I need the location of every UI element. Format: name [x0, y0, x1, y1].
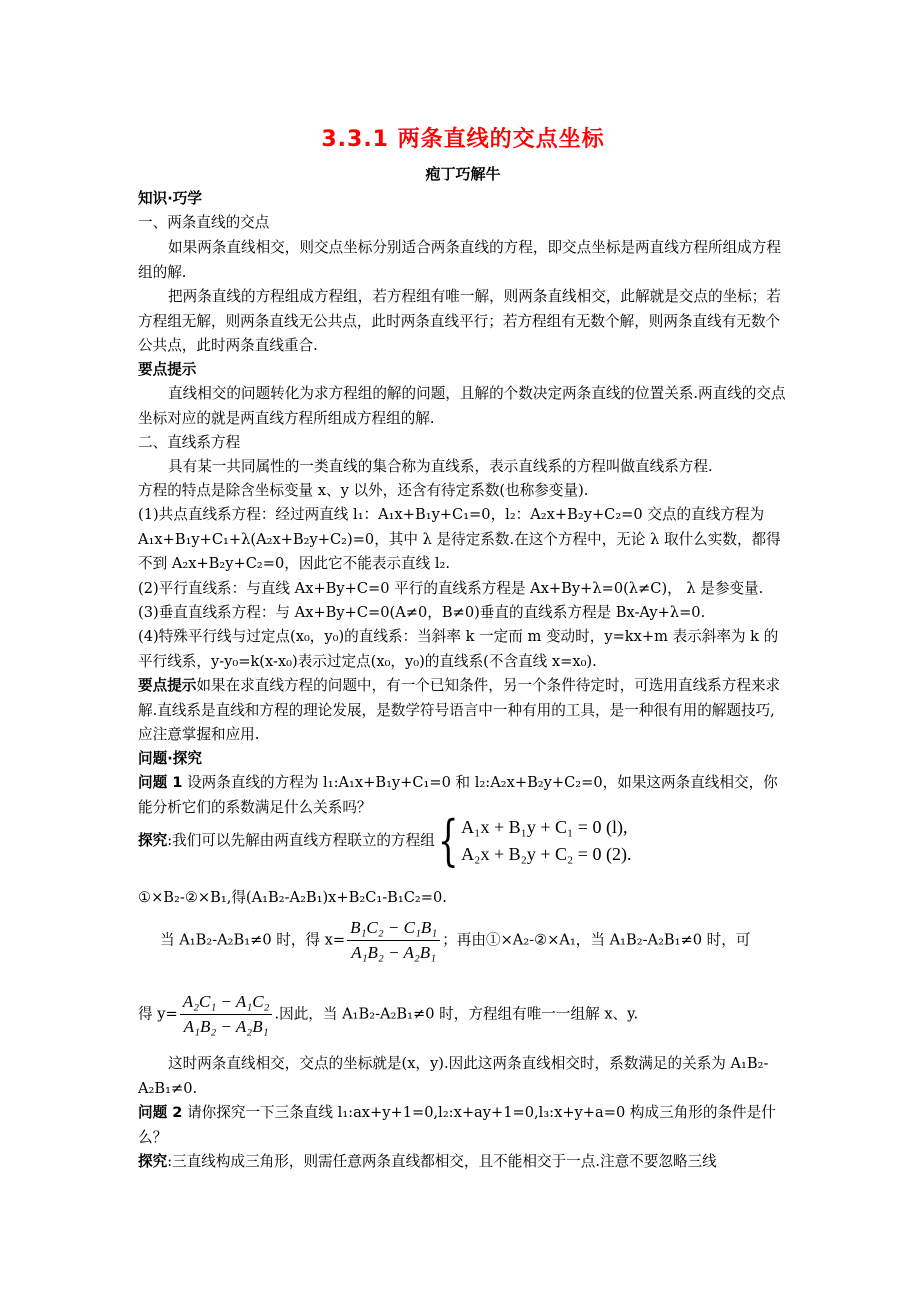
line-family-item-1: (1)共点直线系方程：经过两直线 l₁：A₁x+B₁y+C₁=0，l₂：A₂x+B₂y+C₂=0 交点的直线方程为A₁x+B₁y+C₁+λ(A₂x+B₂y+C₂)=0，其中 λ 是待定系数.在这个方程中，无论 λ 取什么实数，都得不到 A₂x+B₂y+C₂=0，因此它不能表示直线 l₂.: [138, 506, 781, 572]
explore-2-label: 探究: [138, 1153, 168, 1170]
paragraph-line-family-2: 方程的特点是除含坐标变量 x、y 以外，还含有待定系数(也称参变量).: [138, 482, 589, 499]
line-family-item-2: (2)平行直线系：与直线 Ax+By+C=0 平行的直线系方程是 Ax+By+λ=0(λ≠C)， λ 是参变量.: [138, 580, 764, 597]
derivation-step-1: ①×B₂-②×B₁,得(A₁B₂-A₂B₁)x+B₂C₁-B₁C₂=0.: [138, 889, 447, 906]
question-2-text: 请你探究一下三条直线 l₁:ax+y+1=0,l₂:x+ay+1=0,l₃:x+y+a=0 构成三角形的条件是什么？: [138, 1104, 776, 1146]
fraction-x: [347, 918, 440, 963]
paragraph-intersection-1: 如果两条直线相交，则交点坐标分别适合两条直线的方程，即交点坐标是两直线方程所组成方程组的解.: [138, 239, 781, 281]
question-1: [138, 771, 788, 820]
derivation-step-2: [138, 918, 788, 963]
section-heading-line-family: 二、直线系方程: [138, 434, 241, 451]
question-2: [138, 1101, 788, 1150]
fraction-y-denominator: A₁B₂ − A₂B₁: [183, 1017, 269, 1036]
step-2-text-a: 当 A₁B₂-A₂B₁≠0 时，得 x=: [160, 931, 346, 949]
section-heading-knowledge: 知识·巧学: [138, 190, 202, 207]
question-2-label: 问题 2: [138, 1104, 183, 1121]
tip-heading-1: 要点提示: [138, 361, 197, 378]
explore-1-text: :我们可以先解由两直线方程联立的方程组: [167, 832, 435, 849]
system-brace: {: [437, 809, 459, 872]
fraction-y-numerator: A₂C₁ − A₁C₂: [180, 992, 273, 1015]
question-1-label: 问题 1: [138, 774, 183, 791]
fraction-x-denominator: A₁B₂ − A₂B₁: [351, 943, 437, 962]
step-2-text-b: ；再由①×A₂-②×A₁，当 A₁B₂-A₂B₁≠0 时，可: [442, 931, 751, 949]
page-subtitle: 疱丁巧解牛: [425, 165, 501, 183]
line-family-item-3: (3)垂直直线系方程：与 Ax+By+C=0(A≠0，B≠0)垂直的直线系方程是 Bx-Ay+λ=0.: [138, 604, 706, 621]
explore-2: [138, 1150, 788, 1175]
derivation-step-4: 这时两条直线相交，交点的坐标就是(x，y).因此这两条直线相交时，系数满足的关系为 A₁B₂-A₂B₁≠0.: [138, 1055, 769, 1097]
line-family-item-4: (4)特殊平行线与过定点(x₀，y₀)的直线系：当斜率 k 一定而 m 变动时，y=kx+m 表示斜率为 k 的平行线系，y-y₀=k(x-x₀)表示过定点(x₀，y₀)的直线系(不含直线 x=x₀).: [138, 628, 779, 670]
tip-text-1: 直线相交的问题转化为求方程组的解的问题，且解的个数决定两条直线的位置关系.两直线的交点坐标对应的就是两直线方程所组成方程组的解.: [138, 385, 786, 427]
explore-1-label: 探究: [138, 832, 168, 849]
system-equation-1: A₁x + B₁y + C₁ = 0 (l),: [461, 817, 628, 837]
section-heading-intersection: 一、两条直线的交点: [138, 214, 270, 231]
tip-text-2: 如果在求直线方程的问题中，有一个已知条件，另一个条件待定时，可选用直线系方程来求解.直线系是直线和方程的理论发展，是数学符号语言中一种有用的工具，是一种很有用的解题技巧,应注意掌握和应用.: [138, 677, 781, 743]
step-3-text-a: 得 y=: [138, 1005, 178, 1023]
derivation-step-3: [138, 992, 788, 1037]
paragraph-line-family-1: 具有某一共同属性的一类直线的集合称为直线系，表示直线系的方程叫做直线系方程.: [168, 458, 713, 475]
paragraph-intersection-2: 把两条直线的方程组成方程组，若方程组有唯一解，则两条直线相交，此解就是交点的坐标；若方程组无解，则两条直线无公共点，此时两条直线平行；若方程组有无数个解，则两条直线有无数个公共点，此时两条直线重合.: [138, 288, 781, 354]
fraction-x-numerator: B₁C₂ − C₁B₁: [347, 918, 440, 941]
tip-heading-2: 要点提示: [138, 677, 197, 694]
fraction-y: [180, 992, 273, 1037]
explore-2-text: :三直线构成三角形，则需任意两条直线都相交，且不能相交于一点.注意不要忽略三线: [167, 1153, 717, 1170]
question-1-text: 设两条直线的方程为 l₁:A₁x+B₁y+C₁=0 和 l₂:A₂x+B₂y+C₂=0，如果这两条直线相交，你能分析它们的系数满足什么关系吗？: [138, 774, 778, 816]
page-title: 3.3.1 两条直线的交点坐标: [321, 127, 605, 152]
step-3-text-b: .因此，当 A₁B₂-A₂B₁≠0 时，方程组有唯一一组解 x、y.: [274, 1005, 639, 1023]
tip-block-2: [138, 674, 788, 748]
section-heading-questions: 问题·探究: [138, 750, 202, 767]
equation-system: [461, 814, 631, 868]
explore-1-row: [138, 809, 788, 872]
system-equation-2: A₂x + B₂y + C₂ = 0 (2).: [461, 844, 632, 864]
